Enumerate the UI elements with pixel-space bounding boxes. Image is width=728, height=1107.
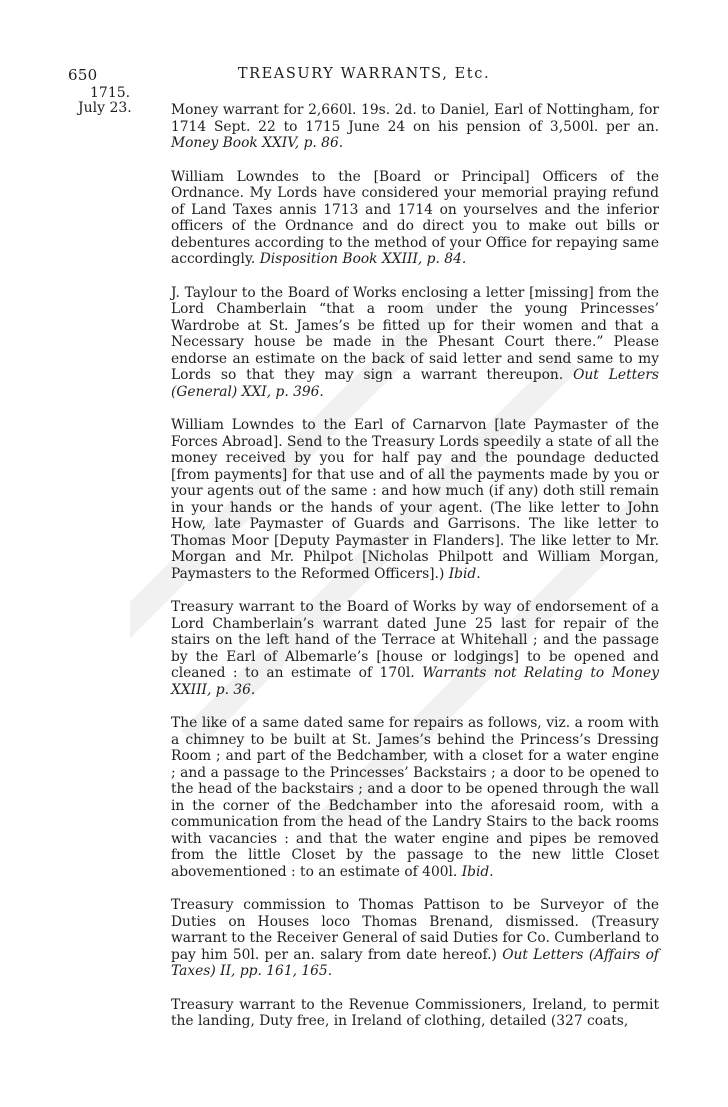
entry-reference: Money Book XXIV, p. 86. [171,135,344,151]
body-text [171,102,659,1047]
entry-text: Money warrant for 2,660l. 19s. 2d. to Daniel, Earl of Nottingham, for 1714 Sept. 22 to 1715 June 24 on his pension of 3,500l. per an. [171,102,659,135]
entry-text: William Lowndes to the Earl of Carnarvon [late Paymaster of the Forces Abroad]. Send to the Treasury Lords speedily a state of all the money received by you for half pay and the poundage deducted [from payments] for that use and of all the payments made by you or your agents out of the same : and how much (if any) doth still remain in your hands or the hands of your agent. (The like letter to John How, late Paymaster of Guards and Garrisons. The like letter to Thomas Moor [Deputy Paymaster in Flanders]. The like letter to Mr. Morgan and Mr. Philpot [Nicholas Philpott and William Morgan, Paymasters to the Reformed Officers].) [171,417,659,582]
entry-6 [171,715,659,880]
entry-5 [171,599,659,698]
page-number: 650 [68,66,98,84]
entry-text: William Lowndes to the [Board or Principal] Officers of the Ordnance. My Lords have considered your memorial praying refund of Land Taxes annis 1713 and 1714 on yourselves and the inferior officers of the Ordnance and do direct you to make out bills or debentures according to the method of your Office for repaying same accordingly. [171,168,659,267]
entry-reference: Out Letters (General) XXI, p. 396. [171,367,660,400]
margin-year: 1715. [90,85,131,101]
entry-2 [171,169,659,268]
entry-text: J. Taylour to the Board of Works enclosing a letter [missing] from the Lord Chamberlain “that a room under the young Princesses’ Wardrobe at St. James’s be fitted up for their women and that a Necessary house be made in the Phesant Court there.” Please endorse an estimate on the back of said letter and send same to my Lords so that they may sign a warrant thereupon. [171,284,659,383]
running-head: TREASURY WARRANTS, Etc. [237,66,491,82]
entry-text: Treasury warrant to the Revenue Commissioners, Ireland, to permit the landing, Duty free, in Ireland of clothing, detailed (327 coats, [171,996,659,1029]
entry-8 [171,997,659,1030]
entry-1 [171,102,659,152]
entry-reference: Disposition Book XXIII, p. 84. [259,251,467,267]
entry-text: Treasury warrant to the Board of Works by way of endorsement of a Lord Chamberlain’s warrant dated June 25 last for repair of the stairs on the left hand of the Terrace at Whitehall ; and the passage by the Earl of Albemarle’s [house or lodgings] to be opened and cleaned : to an estimate of 170l. [171,599,659,681]
entry-reference: Warrants not Relating to Money XXIII, p. 36. [171,665,659,698]
entry-7 [171,897,659,980]
entry-reference: Out Letters (Affairs of Taxes) II, pp. 161, 165. [171,946,659,979]
entry-reference: Ibid. [448,565,481,582]
entry-reference: Ibid. [461,863,494,880]
entry-text: Treasury commission to Thomas Pattison to be Surveyor of the Duties on Houses loco Thomas Brenand, dismissed. (Treasury warrant to the Receiver General of said Duties for Co. Cumberland to pay him 50l. per an. salary from date hereof.) [171,897,659,963]
entry-4 [171,417,659,582]
margin-date: July 23. [78,100,132,116]
entry-text: The like of a same dated same for repairs as follows, viz. a room with a chimney to be built at St. James’s behind the Princess’s Dressing Room ; and part of the Bedchamber, with a closet for a water engine ; and a passage to the Princesses’ Backstairs ; a door to be opened to the head of the backstairs ; and a door to be opened through the wall in the corner of the Bedchamber into the aforesaid room, with a communication from the head of the Landry Stairs to the back rooms with vacancies : and that the water engine and pipes be removed from the little Closet by the passage to the new little Closet abovementioned : to an estimate of 400l. [171,715,659,880]
entry-3 [171,285,659,401]
